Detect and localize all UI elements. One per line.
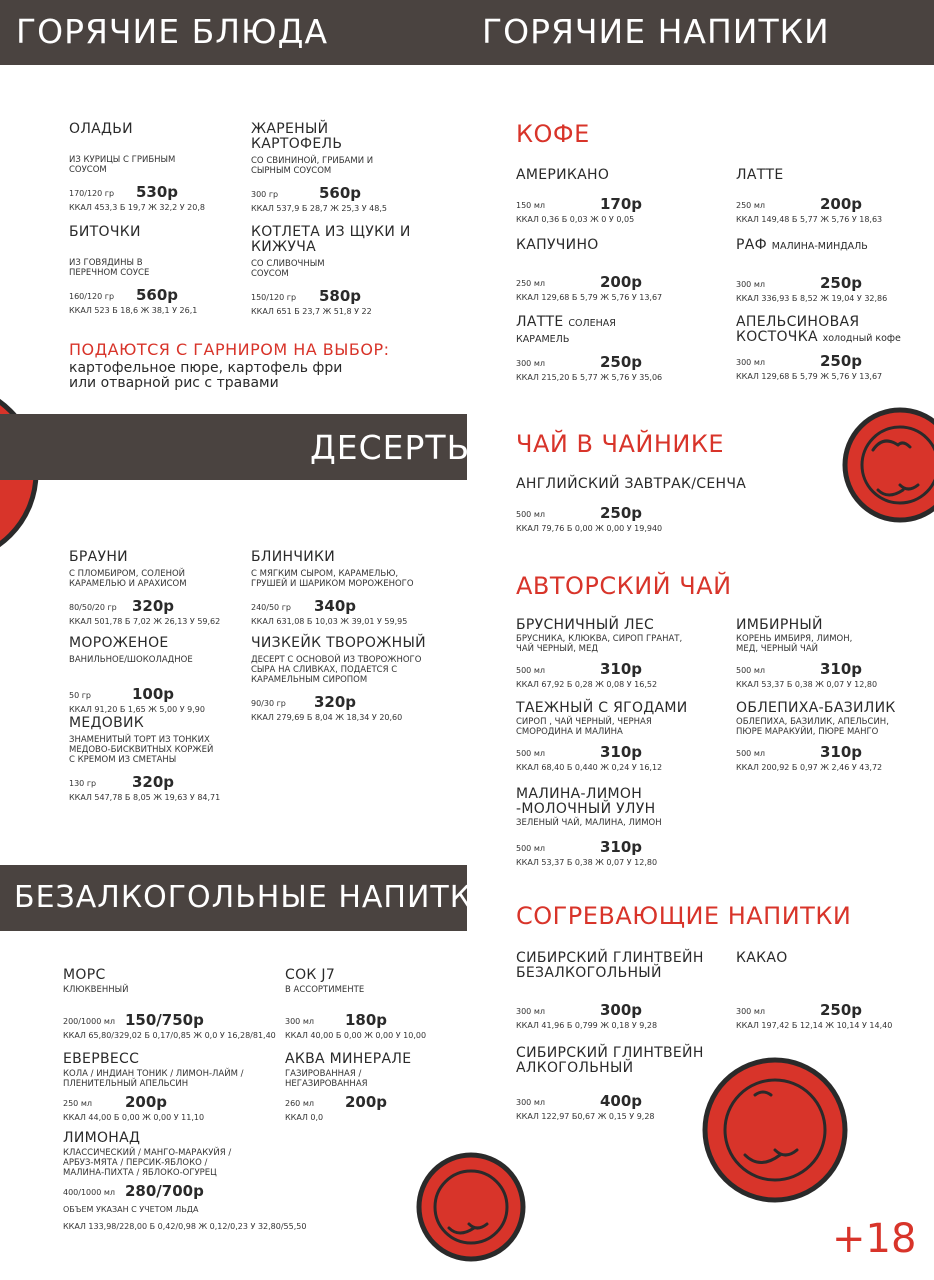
item-name: ЛАТТЕ СОЛЕНАЯ КАРАМЕЛЬ — [516, 314, 616, 345]
menu-item — [251, 550, 436, 626]
item-volume: 160/120 гр — [69, 292, 115, 301]
section-title-soft-drinks: БЕЗАЛКОГОЛЬНЫЕ НАПИТКИ — [14, 880, 496, 915]
item-nutrition: ККАЛ 547,78 Б 8,05 Ж 19,63 У 84,71 — [69, 793, 221, 802]
item-price: 320р — [132, 773, 175, 791]
item-name: ЖАРЕНЫЙ КАРТОФЕЛЬ — [251, 121, 343, 152]
section-title-author-tea: АВТОРСКИЙ ЧАЙ — [516, 572, 732, 600]
item-volume: 500 мл — [516, 844, 545, 853]
item-desc: КОРЕНЬ ИМБИРЯ, ЛИМОН, МЕД, ЧЕРНЫЙ ЧАЙ — [736, 634, 853, 654]
item-name: КОТЛЕТА ИЗ ЩУКИ И КИЖУЧА — [251, 224, 411, 255]
item-volume: 300 гр — [251, 190, 279, 199]
item-name: БРУСНИЧНЫЙ ЛЕС — [516, 617, 655, 633]
item-name: МАЛИНА-ЛИМОН -МОЛОЧНЫЙ УЛУН — [516, 786, 656, 817]
item-nutrition: ККАЛ 91,20 Б 1,65 Ж 5,00 У 9,90 — [69, 705, 205, 714]
item-nutrition: ККАЛ 65,80/329,02 Б 0,17/0,85 Ж 0,0 У 16,28/81,40 — [63, 1031, 276, 1040]
menu-item — [69, 636, 239, 714]
item-desc: ИЗ КУРИЦЫ С ГРИБНЫМ СОУСОМ — [69, 155, 176, 175]
item-name: СОК J7 — [285, 967, 336, 983]
item-price: 560р — [136, 286, 179, 304]
section-title-desserts: ДЕСЕРТЫ — [310, 428, 477, 467]
item-price: 250р — [820, 352, 863, 370]
item-desc: ГАЗИРОВАННАЯ / НЕГАЗИРОВАННАЯ — [285, 1069, 368, 1089]
section-title-hot-drinks: ГОРЯЧИЕ НАПИТКИ — [482, 12, 830, 51]
item-nutrition: ККАЛ 40,00 Б 0,00 Ж 0,00 У 10,00 — [285, 1031, 427, 1040]
item-nutrition: ККАЛ 53,37 Б 0,38 Ж 0,07 У 12,80 — [516, 858, 658, 867]
menu-item — [285, 968, 445, 1040]
item-nutrition: ККАЛ 149,48 Б 5,77 Ж 5,76 У 18,63 — [736, 215, 883, 224]
item-price: 250р — [820, 1001, 863, 1019]
item-name: ТАЕЖНЫЙ С ЯГОДАМИ — [516, 700, 688, 716]
menu-item — [516, 314, 663, 382]
item-price: 200р — [600, 273, 643, 291]
item-nutrition: ККАЛ 67,92 Б 0,28 Ж 0,08 У 16,52 — [516, 680, 658, 689]
item-nutrition: ККАЛ 523 Б 18,6 Ж 38,1 У 26,1 — [69, 306, 198, 315]
item-volume: 80/50/20 гр — [69, 603, 117, 612]
item-volume: 240/50 гр — [251, 603, 291, 612]
item-price: 150/750р — [125, 1011, 204, 1029]
item-name: ЛИМОНАД — [63, 1130, 141, 1146]
item-desc: СО СВИНИНОЙ, ГРИБАМИ И СЫРНЫМ СОУСОМ — [251, 156, 374, 176]
item-price: 280/700р — [125, 1182, 204, 1200]
menu-item — [63, 1052, 273, 1122]
menu-item — [736, 238, 926, 303]
item-volume: 250 мл — [516, 279, 545, 288]
menu-item — [736, 701, 926, 772]
item-price: 250р — [600, 504, 643, 522]
item-name: АПЕЛЬСИНОВАЯ КОСТОЧКА холодный кофе — [736, 314, 901, 345]
section-title-hot-dishes: ГОРЯЧИЕ БЛЮДА — [16, 12, 329, 51]
item-volume: 200/1000 мл — [63, 1017, 116, 1026]
item-price: 310р — [820, 743, 863, 761]
item-price: 310р — [820, 660, 863, 678]
item-desc: ОБЛЕПИХА, БАЗИЛИК, АПЕЛЬСИН, ПЮРЕ МАРАКУЙИ, ПЮРЕ МАНГО — [736, 717, 889, 737]
item-name: ЕВЕРВЕСС — [63, 1051, 140, 1067]
section-title-coffee: КОФЕ — [516, 120, 590, 148]
item-nutrition: ККАЛ 0,0 — [285, 1113, 324, 1122]
item-nutrition: ККАЛ 279,69 Б 8,04 Ж 18,34 У 20,60 — [251, 713, 403, 722]
menu-item — [736, 168, 926, 224]
item-name: АНГЛИЙСКИЙ ЗАВТРАК/СЕНЧА — [516, 476, 747, 492]
item-subtitle: холодный кофе — [822, 333, 901, 344]
item-volume: 50 гр — [69, 691, 92, 700]
item-nutrition: ККАЛ 336,93 Б 8,52 Ж 19,04 У 32,86 — [736, 294, 888, 303]
item-nutrition: ККАЛ 501,78 Б 7,02 Ж 26,13 У 59,62 — [69, 617, 221, 626]
item-price: 200р — [125, 1093, 168, 1111]
item-price: 200р — [345, 1093, 388, 1111]
item-price: 250р — [600, 353, 643, 371]
menu-item — [251, 225, 421, 316]
item-nutrition: ККАЛ 133,98/228,00 Б 0,42/0,98 Ж 0,12/0,23 У 32,80/55,50 — [63, 1222, 307, 1231]
item-extra-note: ОБЪЕМ УКАЗАН С УЧЕТОМ ЛЬДА — [63, 1205, 199, 1214]
item-name: СИБИРСКИЙ ГЛИНТВЕЙН АЛКОГОЛЬНЫЙ — [516, 1045, 704, 1076]
item-price: 400р — [600, 1092, 643, 1110]
item-volume: 150 мл — [516, 201, 545, 210]
item-price: 340р — [314, 597, 357, 615]
item-name: РАФ МАЛИНА-МИНДАЛЬ — [736, 237, 868, 253]
item-volume: 170/120 гр — [69, 189, 115, 198]
menu-item — [516, 618, 726, 689]
item-desc: В АССОРТИМЕНТЕ — [285, 985, 365, 995]
item-nutrition: ККАЛ 215,20 Б 5,77 Ж 5,76 У 35,06 — [516, 373, 663, 382]
menu-item — [63, 1131, 323, 1231]
item-nutrition: ККАЛ 537,9 Б 28,7 Ж 25,3 У 48,5 — [251, 204, 387, 213]
item-volume: 300 мл — [736, 1007, 765, 1016]
item-nutrition: ККАЛ 129,68 Б 5,79 Ж 5,76 У 13,67 — [516, 293, 663, 302]
item-name: БРАУНИ — [69, 549, 128, 565]
menu-item — [516, 1046, 726, 1121]
item-volume: 500 мл — [516, 510, 545, 519]
item-volume: 500 мл — [736, 666, 765, 675]
item-price: 320р — [314, 693, 357, 711]
item-volume: 300 мл — [516, 1098, 545, 1107]
item-name: КАПУЧИНО — [516, 237, 599, 253]
menu-item — [516, 477, 776, 533]
item-nutrition: ККАЛ 41,96 Б 0,799 Ж 0,18 У 9,28 — [516, 1021, 658, 1030]
item-subtitle: СОЛЕНАЯ КАРАМЕЛЬ — [516, 318, 616, 345]
item-nutrition: ККАЛ 68,40 Б 0,440 Ж 0,24 У 16,12 — [516, 763, 663, 772]
item-nutrition: ККАЛ 122,97 Б0,67 Ж 0,15 У 9,28 — [516, 1112, 655, 1121]
item-nutrition: ККАЛ 631,08 Б 10,03 Ж 39,01 У 59,95 — [251, 617, 408, 626]
item-nutrition: ККАЛ 197,42 Б 12,14 Ж 10,14 У 14,40 — [736, 1021, 893, 1030]
item-nutrition: ККАЛ 453,3 Б 19,7 Ж 32,2 У 20,8 — [69, 203, 205, 212]
item-desc: ЗЕЛЕНЫЙ ЧАЙ, МАЛИНА, ЛИМОН — [516, 818, 662, 828]
item-price: 200р — [820, 195, 863, 213]
item-volume: 300 мл — [285, 1017, 314, 1026]
item-price: 310р — [600, 743, 643, 761]
menu-item — [516, 238, 716, 302]
item-volume: 300 мл — [736, 358, 765, 367]
item-desc: БРУСНИКА, КЛЮКВА, СИРОП ГРАНАТ, ЧАЙ ЧЕРНЫЙ, МЕД — [516, 634, 683, 654]
item-volume: 400/1000 мл — [63, 1188, 116, 1197]
item-price: 100р — [132, 685, 175, 703]
red-circle-stamp-icon — [414, 1150, 528, 1264]
item-price: 560р — [319, 184, 362, 202]
menu-item — [285, 1052, 445, 1122]
item-name: ЛАТТЕ — [736, 167, 784, 183]
item-volume: 90/30 гр — [251, 699, 286, 708]
item-name: ОБЛЕПИХА-БАЗИЛИК — [736, 700, 896, 716]
item-volume: 500 мл — [516, 666, 545, 675]
menu-item — [69, 225, 234, 315]
item-name: БЛИНЧИКИ — [251, 549, 336, 565]
item-name: КАКАО — [736, 950, 788, 966]
menu-item — [63, 968, 283, 1040]
item-volume: 250 мл — [63, 1099, 92, 1108]
menu-item — [251, 122, 421, 213]
item-nutrition: ККАЛ 129,68 Б 5,79 Ж 5,76 У 13,67 — [736, 372, 883, 381]
menu-item — [736, 951, 926, 1030]
item-price: 300р — [600, 1001, 643, 1019]
item-name: БИТОЧКИ — [69, 224, 141, 240]
garnish-text: картофельное пюре, картофель фри или отварной рис с травами — [69, 360, 343, 391]
item-desc: СО СЛИВОЧНЫМ СОУСОМ — [251, 259, 325, 279]
item-name: ЧИЗКЕЙК ТВОРОЖНЫЙ — [251, 635, 426, 651]
item-nutrition: ККАЛ 79,76 Б 0,00 Ж 0,00 У 19,940 — [516, 524, 663, 533]
menu-item — [516, 951, 726, 1030]
item-price: 310р — [600, 838, 643, 856]
menu-item — [736, 315, 926, 381]
item-volume: 150/120 гр — [251, 293, 297, 302]
item-desc: КЛАССИЧЕСКИЙ / МАНГО-МАРАКУЙЯ / АРБУЗ-МЯТА / ПЕРСИК-ЯБЛОКО / МАЛИНА-ПИХТА / ЯБЛОКО-ОГУРЕЦ — [63, 1148, 232, 1178]
menu-item — [516, 787, 726, 867]
menu-item — [736, 618, 926, 689]
item-name: СИБИРСКИЙ ГЛИНТВЕЙН БЕЗАЛКОГОЛЬНЫЙ — [516, 950, 704, 981]
item-name: МОРС — [63, 967, 106, 983]
item-name: ИМБИРНЫЙ — [736, 617, 823, 633]
item-desc: СИРОП , ЧАЙ ЧЕРНЫЙ, ЧЕРНАЯ СМОРОДИНА И МАЛИНА — [516, 717, 652, 737]
item-desc: КЛЮКВЕННЫЙ — [63, 985, 129, 995]
section-title-tea-pot: ЧАЙ В ЧАЙНИКЕ — [516, 430, 725, 458]
item-volume: 300 мл — [736, 280, 765, 289]
item-desc: С ПЛОМБИРОМ, СОЛЕНОЙ КАРАМЕЛЬЮ И АРАХИСОМ — [69, 569, 187, 589]
item-volume: 500 мл — [736, 749, 765, 758]
item-desc: ИЗ ГОВЯДИНЫ В ПЕРЕЧНОМ СОУСЕ — [69, 258, 150, 278]
item-subtitle: МАЛИНА-МИНДАЛЬ — [771, 241, 868, 252]
item-price: 180р — [345, 1011, 388, 1029]
item-price: 320р — [132, 597, 175, 615]
menu-item — [516, 701, 726, 772]
item-nutrition: ККАЛ 0,36 Б 0,03 Ж 0 У 0,05 — [516, 215, 635, 224]
item-name: МОРОЖЕНОЕ — [69, 635, 169, 651]
item-volume: 300 мл — [516, 1007, 545, 1016]
item-volume: 130 гр — [69, 779, 97, 788]
item-price: 310р — [600, 660, 643, 678]
menu-item — [251, 636, 436, 722]
item-price: 580р — [319, 287, 362, 305]
item-price: 530р — [136, 183, 179, 201]
item-desc: ДЕСЕРТ С ОСНОВОЙ ИЗ ТВОРОЖНОГО СЫРА НА СЛИВКАХ, ПОДАЕТСЯ С КАРАМЕЛЬНЫМ СИРОПОМ — [251, 655, 422, 685]
item-price: 250р — [820, 274, 863, 292]
item-volume: 250 мл — [736, 201, 765, 210]
item-nutrition: ККАЛ 53,37 Б 0,38 Ж 0,07 У 12,80 — [736, 680, 878, 689]
item-desc: С МЯГКИМ СЫРОМ, КАРАМЕЛЬЮ, ГРУШЕЙ И ШАРИКОМ МОРОЖЕНОГО — [251, 569, 414, 589]
item-name: АМЕРИКАНО — [516, 167, 610, 183]
item-nutrition: ККАЛ 651 Б 23,7 Ж 51,8 У 22 — [251, 307, 372, 316]
menu-item — [69, 550, 239, 626]
item-name: АКВА МИНЕРАЛЕ — [285, 1051, 412, 1067]
item-volume: 500 мл — [516, 749, 545, 758]
item-desc: ВАНИЛЬНОЕ/ШОКОЛАДНОЕ — [69, 655, 193, 665]
menu-item — [516, 168, 716, 224]
menu-item — [69, 122, 234, 212]
menu-item — [69, 716, 239, 802]
section-title-warming: СОГРЕВАЮЩИЕ НАПИТКИ — [516, 902, 852, 930]
item-nutrition: ККАЛ 200,92 Б 0,97 Ж 2,46 У 43,72 — [736, 763, 883, 772]
item-name: ОЛАДЬИ — [69, 121, 133, 137]
item-desc: ЗНАМЕНИТЫЙ ТОРТ ИЗ ТОНКИХ МЕДОВО-БИСКВИТНЫХ КОРЖЕЙ С КРЕМОМ ИЗ СМЕТАНЫ — [69, 735, 214, 765]
item-price: 170р — [600, 195, 643, 213]
age-restriction-badge: +18 — [832, 1216, 917, 1262]
garnish-title: ПОДАЮТСЯ С ГАРНИРОМ НА ВЫБОР: — [69, 340, 390, 359]
item-volume: 260 мл — [285, 1099, 314, 1108]
item-name: МЕДОВИК — [69, 715, 144, 731]
item-desc: КОЛА / ИНДИАН ТОНИК / ЛИМОН-ЛАЙМ / ПЛЕНИТЕЛЬНЫЙ АПЕЛЬСИН — [63, 1069, 244, 1089]
item-nutrition: ККАЛ 44,00 Б 0,00 Ж 0,00 У 11,10 — [63, 1113, 205, 1122]
item-volume: 300 мл — [516, 359, 545, 368]
red-circle-stamp-icon — [838, 405, 934, 525]
